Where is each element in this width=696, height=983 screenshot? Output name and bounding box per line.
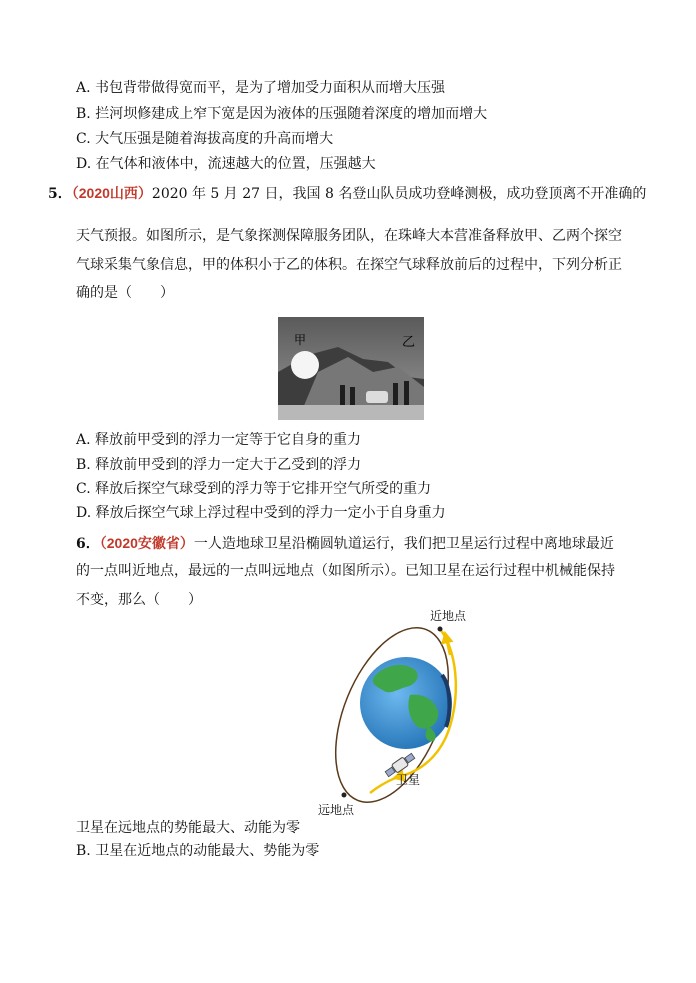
q6-number: 6． [76, 536, 100, 552]
q6-option-a: 卫星在远地点的势能最大、动能为零 [76, 820, 300, 836]
satellite-label: 卫星 [396, 773, 421, 787]
q5-stem-line-1 [48, 183, 646, 204]
q6-option-b: B. 卫星在近地点的动能最大、势能为零 [76, 843, 320, 859]
balloon-photo [278, 317, 424, 420]
q4-option-d: D. 在气体和液体中，流速越大的位置，压强越大 [76, 156, 376, 172]
q4-option-c: C. 大气压强是随着海拔高度的升高而增大 [76, 131, 334, 147]
q5-stem-line-4: 确的是（ ） [76, 285, 174, 301]
q5-option-a: A. 释放前甲受到的浮力一定等于它自身的重力 [76, 432, 362, 448]
photo-label-yi: 乙 [402, 334, 416, 349]
q5-stem-line-3: 气球采集气象信息，甲的体积小于乙的体积。在探空气球释放前后的过程中，下列分析正 [76, 257, 622, 273]
q6-stem-line-3: 不变，那么（ ） [76, 592, 202, 608]
apogee-label: 远地点 [318, 803, 355, 817]
q4-option-b: B. 拦河坝修建成上窄下宽是因为液体的压强随着深度的增加而增大 [76, 106, 488, 122]
photo-label-jia: 甲 [294, 333, 307, 347]
q5-option-c: C. 释放后探空气球受到的浮力等于它排开空气所受的重力 [76, 481, 432, 497]
perigee-point [438, 627, 443, 632]
q6-stem-line-2: 的一点叫近地点，最远的一点叫远地点（如图所示）。已知卫星在运行过程中机械能保持 [76, 563, 615, 579]
q5-text-1: 2020 年 5 月 27 日，我国 8 名登山队员成功登峰测极，成功登顶离不开准确的 [151, 186, 647, 202]
q6-text-1: 一人造地球卫星沿椭圆轨道运行，我们把卫星运行过程中离地球最近 [193, 536, 614, 552]
q5-option-b: B. 释放前甲受到的浮力一定大于乙受到的浮力 [76, 457, 362, 473]
orbit-diagram [310, 615, 470, 820]
q5-stem-line-2: 天气预报。如图所示，是气象探测保障服务团队，在珠峰大本营准备释放甲、乙两个探空 [76, 228, 622, 244]
q6-source: （2020安徽省） [99, 535, 194, 551]
q5-option-d: D. 释放后探空气球上浮过程中受到的浮力一定小于自身重力 [76, 505, 446, 521]
q6-stem-line-1 [76, 533, 614, 554]
q5-number: 5． [48, 186, 72, 202]
perigee-label: 近地点 [430, 609, 467, 623]
q4-option-a: A. 书包背带做得宽而平，是为了增加受力面积从而增大压强 [76, 80, 446, 96]
q5-source: （2020山西） [71, 185, 152, 201]
apogee-point [342, 793, 347, 798]
satellite-orbit-figure [310, 609, 470, 820]
